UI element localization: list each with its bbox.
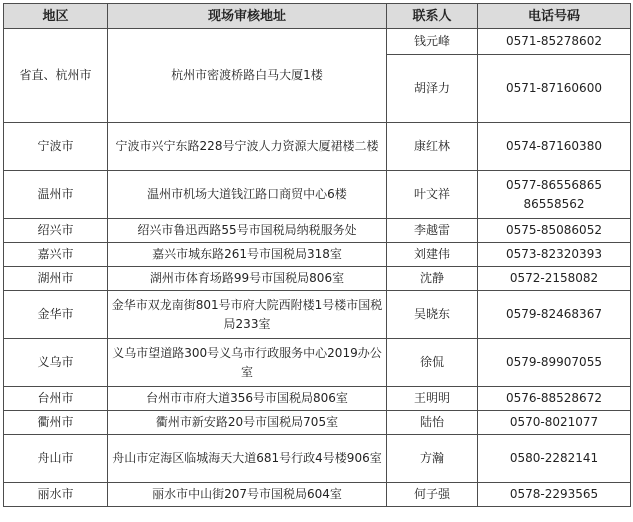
- phone-cell: 0575-85086052: [478, 219, 631, 243]
- header-region: 地区: [4, 4, 108, 29]
- address-cell: 温州市机场大道钱江路口商贸中心6楼: [108, 171, 387, 219]
- region-cell: 温州市: [4, 171, 108, 219]
- address-cell: 义乌市望道路300号义乌市行政服务中心2019办公室: [108, 339, 387, 387]
- table-row: [4, 123, 631, 171]
- address-cell: 杭州市密渡桥路白马大厦1楼: [108, 29, 387, 123]
- phone-cell: 0570-8021077: [478, 411, 631, 435]
- header-contact: 联系人: [387, 4, 478, 29]
- address-cell: 丽水市中山街207号市国税局604室: [108, 483, 387, 507]
- address-cell: 舟山市定海区临城海天大道681号行政4号楼906室: [108, 435, 387, 483]
- address-cell: 台州市市府大道356号市国税局806室: [108, 387, 387, 411]
- phone-cell: 0579-82468367: [478, 291, 631, 339]
- table-row: [4, 435, 631, 483]
- contact-cell: 何子强: [387, 483, 478, 507]
- contact-cell: 王明明: [387, 387, 478, 411]
- contact-cell: 李越雷: [387, 219, 478, 243]
- region-cell: 省直、杭州市: [4, 29, 108, 123]
- contact-cell: 叶文祥: [387, 171, 478, 219]
- phone-cell: 0580-2282141: [478, 435, 631, 483]
- table-row: [4, 483, 631, 507]
- phone-cell: 0571-87160600: [478, 55, 631, 123]
- region-cell: 嘉兴市: [4, 243, 108, 267]
- table-row: [4, 291, 631, 339]
- region-cell: 金华市: [4, 291, 108, 339]
- region-cell: 宁波市: [4, 123, 108, 171]
- address-cell: 湖州市体育场路99号市国税局806室: [108, 267, 387, 291]
- phone-cell: 0572-2158082: [478, 267, 631, 291]
- region-cell: 衢州市: [4, 411, 108, 435]
- contact-cell: 陆怡: [387, 411, 478, 435]
- region-cell: 丽水市: [4, 483, 108, 507]
- contact-cell: 沈静: [387, 267, 478, 291]
- address-cell: 衢州市新安路20号市国税局705室: [108, 411, 387, 435]
- contact-cell: 康红林: [387, 123, 478, 171]
- region-cell: 义乌市: [4, 339, 108, 387]
- contact-table: [3, 3, 631, 507]
- address-cell: 宁波市兴宁东路228号宁波人力资源大厦裙楼二楼: [108, 123, 387, 171]
- header-phone: 电话号码: [478, 4, 631, 29]
- phone-cell: 0577-86556865 86558562: [478, 171, 631, 219]
- table-row: [4, 411, 631, 435]
- contact-cell: 钱元峰: [387, 29, 478, 55]
- table-row: [4, 267, 631, 291]
- contact-cell: 徐侃: [387, 339, 478, 387]
- table-row: [4, 339, 631, 387]
- region-cell: 湖州市: [4, 267, 108, 291]
- table-row: [4, 243, 631, 267]
- phone-cell: 0571-85278602: [478, 29, 631, 55]
- phone-cell: 0579-89907055: [478, 339, 631, 387]
- region-cell: 舟山市: [4, 435, 108, 483]
- phone-cell: 0574-87160380: [478, 123, 631, 171]
- contact-cell: 刘建伟: [387, 243, 478, 267]
- table-row: [4, 29, 631, 55]
- table-row: [4, 387, 631, 411]
- address-cell: 金华市双龙南街801号市府大院西附楼1号楼市国税局233室: [108, 291, 387, 339]
- table-row: [4, 219, 631, 243]
- phone-cell: 0578-2293565: [478, 483, 631, 507]
- header-address: 现场审核地址: [108, 4, 387, 29]
- region-cell: 绍兴市: [4, 219, 108, 243]
- header-row: [4, 4, 631, 29]
- address-cell: 嘉兴市城东路261号市国税局318室: [108, 243, 387, 267]
- contact-cell: 方瀚: [387, 435, 478, 483]
- table-row: [4, 171, 631, 219]
- region-cell: 台州市: [4, 387, 108, 411]
- contact-cell: 胡泽力: [387, 55, 478, 123]
- phone-cell: 0573-82320393: [478, 243, 631, 267]
- phone-cell: 0576-88528672: [478, 387, 631, 411]
- address-cell: 绍兴市鲁迅西路55号市国税局纳税服务处: [108, 219, 387, 243]
- contact-cell: 吴晓东: [387, 291, 478, 339]
